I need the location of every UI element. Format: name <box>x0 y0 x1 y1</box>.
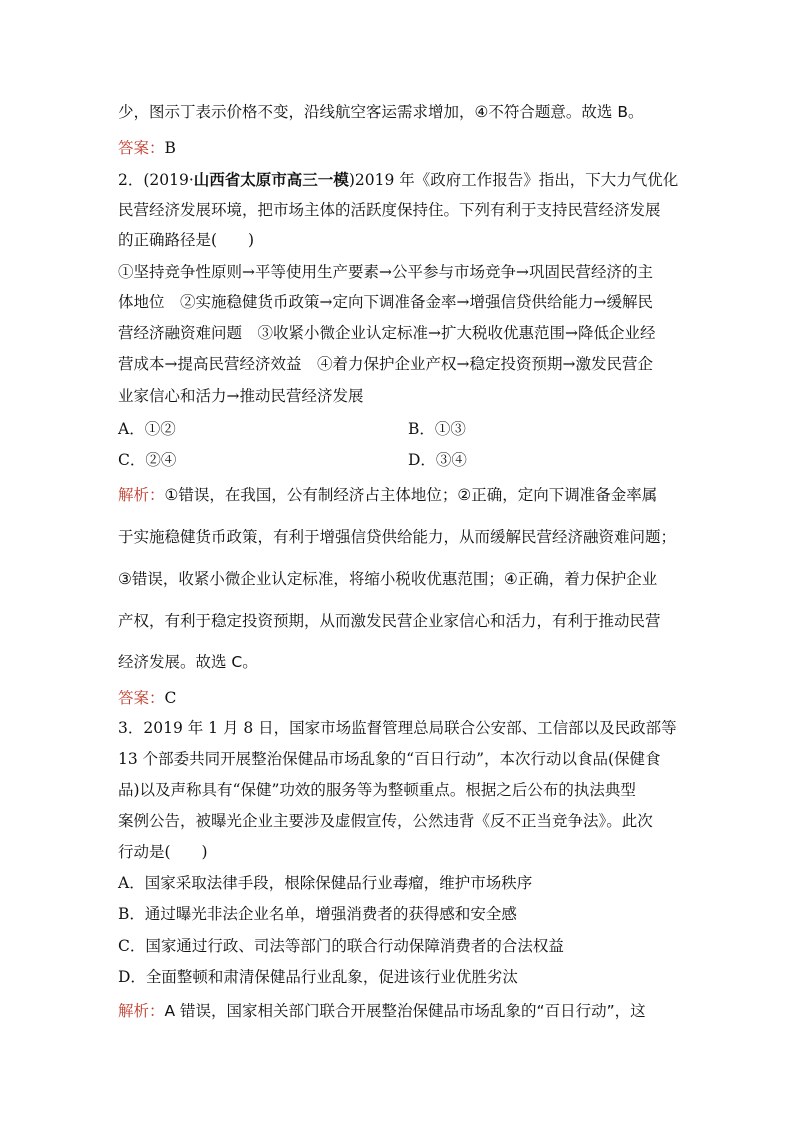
q2-analysis-line-1 <box>118 484 678 506</box>
q2-answer-line <box>118 687 678 709</box>
q2-analysis-line-2: 于实施稳健货币政策，有利于增强信贷供给能力，从而缓解民营经济融资难问题； <box>118 528 677 546</box>
q2-stem-line-2: 民营经济发展环境，把市场主体的活跃度保持住。下列有利于支持民营经济发展 <box>118 201 661 219</box>
q3-analysis-line-1 <box>118 1000 678 1022</box>
q2-analysis-label: 解析： <box>118 486 165 504</box>
q2-option-b: B．①③ <box>408 420 466 438</box>
q3-option-c: C．国家通过行政、司法等部门的联合行动保障消费者的合法权益 <box>118 937 564 955</box>
answer-value: B <box>164 139 176 157</box>
prev-answer-line <box>118 137 678 159</box>
q2-number: 2．(2019· <box>118 171 194 189</box>
q2-option-c: C．②④ <box>118 451 177 469</box>
prev-answer-tail: 少，图示丁表示价格不变，沿线航空客运需求增加，④不符合题意。故选 B。 <box>118 103 644 121</box>
q2-items-line-1: ①坚持竞争性原则→平等使用生产要素→公平参与市场竞争→巩固民营经济的主 <box>118 263 653 281</box>
q2-stem-text-1: )2019 年《政府工作报告》指出，下大力气优化 <box>348 171 679 189</box>
q3-stem-line-3: 品)以及声称具有“保健”功效的服务等为整顿重点。根据之后公布的执法典型 <box>118 781 636 799</box>
q2-items-line-5: 业家信心和活力→推动民营经济发展 <box>118 387 364 405</box>
q2-items-line-4: 营成本→提高民营经济效益 ④着力保护企业产权→稳定投资预期→激发民营企 <box>118 355 653 373</box>
q2-items-line-3: 营经济融资难问题 ③收紧小微企业认定标准→扩大税收优惠范围→降低企业经 <box>118 324 656 342</box>
q2-analysis-line-3: ③错误，收紧小微企业认定标准，将缩小税收优惠范围；④正确，着力保护企业 <box>118 570 658 588</box>
q3-stem-line-4: 案例公告，被曝光企业主要涉及虚假宣传，公然违背《反不正当竞争法》。此次 <box>118 812 653 830</box>
q3-stem-line-5: 行动是( ) <box>118 843 208 861</box>
answer-label: 答案： <box>118 139 165 157</box>
q3-analysis-label: 解析： <box>118 1002 165 1020</box>
q2-analysis-line-4: 产权，有利于稳定投资预期，从而激发民营企业家信心和活力，有利于推动民营 <box>118 612 661 630</box>
q2-analysis-line-5: 经济发展。故选 C。 <box>118 653 258 671</box>
q2-option-d: D．③④ <box>408 451 467 469</box>
q3-option-d: D．全面整顿和肃清保健品行业乱象，促进该行业优胜劣汰 <box>118 968 518 986</box>
q3-option-a: A．国家采取法律手段，根除保健品行业毒瘤，维护市场秩序 <box>118 874 533 892</box>
q2-answer-label: 答案： <box>118 689 165 707</box>
q2-items-line-2: 体地位 ②实施稳健货币政策→定向下调准备金率→增强信贷供给能力→缓解民 <box>118 293 653 311</box>
q3-stem-line-2: 13 个部委共同开展整治保健品市场乱象的“百日行动”，本次行动以食品(保健食 <box>118 750 661 768</box>
q2-answer-value: C <box>164 689 177 707</box>
q2-stem-line-3: 的正确路径是( ) <box>118 231 255 249</box>
q3-option-b: B．通过曝光非法企业名单，增强消费者的获得感和安全感 <box>118 905 517 923</box>
q2-source: 山西省太原市高三一模 <box>193 171 349 189</box>
q3-analysis-text-1: A 错误，国家相关部门联合开展整治保健品市场乱象的“百日行动”，这 <box>164 1002 646 1020</box>
q3-stem-line-1: 3．2019 年 1 月 8 日，国家市场监督管理总局联合公安部、工信部以及民政部等 <box>118 719 677 737</box>
q2-option-a: A．①② <box>118 420 176 438</box>
q2-analysis-text-1: ①错误，在我国，公有制经济占主体地位；②正确，定向下调准备金率属 <box>164 486 658 504</box>
q2-stem-line-1 <box>118 169 678 191</box>
